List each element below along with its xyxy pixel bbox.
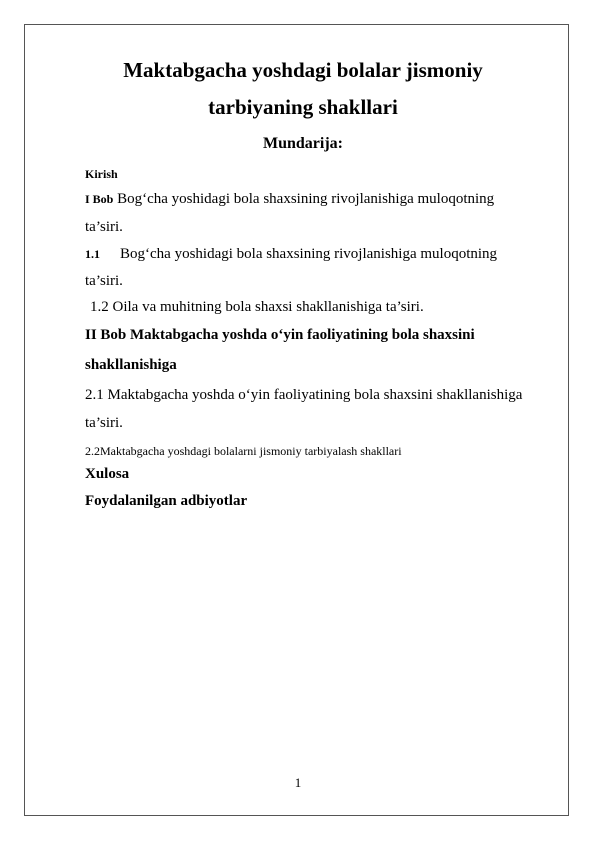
page-number: 1 — [294, 775, 302, 790]
toc-section-2-1-cont: ta’siri. — [85, 415, 123, 431]
toc-chapter-1 — [85, 190, 494, 208]
toc-section-1-1-title-cont: ta’siri. — [85, 273, 123, 289]
toc-references: Foydalanilgan adbiyotlar — [85, 493, 248, 509]
toc-section-2-1: 2.1 Maktabgacha yoshda o‘yin faoliyatining bola shaxsini shakllanishiga — [85, 387, 523, 403]
toc-heading: Mundarija: — [263, 135, 343, 152]
toc-section-1-2: 1.2 Oila va muhitning bola shaxsi shakllanishiga ta’siri. — [90, 299, 424, 315]
toc-chapter-2-cont: shakllanishiga — [85, 357, 177, 373]
toc-chapter-1-label: I Bob — [85, 192, 114, 206]
document-title-line-1: Maktabgacha yoshdagi bolalar jismoniy — [123, 58, 483, 82]
toc-chapter-2: II Bob Maktabgacha yoshda o‘yin faoliyatining bola shaxsini — [85, 327, 475, 343]
toc-chapter-1-title-cont: ta’siri. — [85, 219, 123, 235]
toc-section-1-1-number: 1.1 — [85, 247, 100, 261]
toc-section-2-2: 2.2Maktabgacha yoshdagi bolalarni jismoniy tarbiyalash shakllari — [85, 444, 402, 458]
document-title-line-2: tarbiyaning shakllari — [208, 95, 398, 119]
toc-chapter-1-title: Bog‘cha yoshidagi bola shaxsining rivojlanishiga muloqotning — [117, 191, 495, 207]
toc-conclusion: Xulosa — [85, 466, 130, 482]
toc-section-1-1 — [85, 245, 497, 263]
toc-intro: Kirish — [85, 167, 118, 181]
toc-section-1-1-title: Bog‘cha yoshidagi bola shaxsining rivojlanishiga muloqotning — [120, 246, 498, 262]
